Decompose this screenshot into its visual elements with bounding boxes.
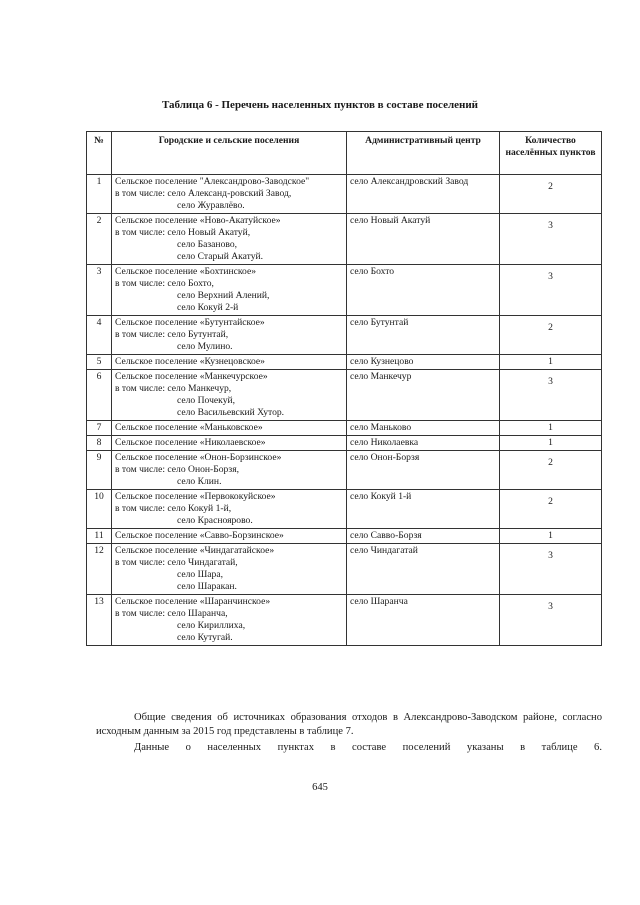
settlement-village: село Кириллиха, [177, 620, 246, 631]
admin-center-cell: село Кокуй 1-й [347, 490, 500, 529]
settlement-cell [112, 529, 347, 544]
count-cell: 2 [500, 490, 602, 529]
header-settlements: Городские и сельские поселения [112, 132, 347, 175]
table-row [87, 421, 602, 436]
count-cell: 2 [500, 451, 602, 490]
settlement-name: Сельское поселение "Александрово-Заводское" [115, 176, 310, 187]
table-row [87, 529, 602, 544]
settlement-village: в том числе: село Бутунтай, [115, 329, 229, 340]
admin-center-cell: село Манкечур [347, 370, 500, 421]
settlement-name: Сельское поселение «Кузнецовское» [115, 356, 265, 367]
settlement-village: село Шаракан. [177, 581, 237, 592]
admin-center-cell: село Онон-Борзя [347, 451, 500, 490]
settlement-name: Сельское поселение «Савво-Борзинское» [115, 530, 284, 541]
settlement-name: Сельское поселение «Николаевское» [115, 437, 266, 448]
admin-center-cell: село Бохто [347, 265, 500, 316]
settlement-village: село Кокуй 2-й [177, 302, 239, 313]
settlement-village: село Мулино. [177, 341, 233, 352]
count-cell: 3 [500, 595, 602, 646]
header-number: № [87, 132, 112, 175]
settlement-cell [112, 355, 347, 370]
settlement-cell [112, 544, 347, 595]
settlement-cell [112, 175, 347, 214]
settlement-village: село Базаново, [177, 239, 238, 250]
paragraph-sources: Общие сведения об источниках образования отходов в Александрово-Заводском районе, согласно исходным данным за 2015 год представлены в таблице 7. [96, 712, 602, 737]
settlement-village: в том числе: село Кокуй 1-й, [115, 503, 232, 514]
settlement-village: село Клин. [177, 476, 222, 487]
table-title: Таблица 6 - Перечень населенных пунктов в составе поселений [161, 99, 479, 111]
table-row [87, 370, 602, 421]
table-row [87, 355, 602, 370]
admin-center-cell: село Шаранча [347, 595, 500, 646]
admin-center-cell: село Бутунтай [347, 316, 500, 355]
settlement-village: село Журавлёво. [177, 200, 245, 211]
settlement-name: Сельское поселение «Шаранчинское» [115, 596, 271, 607]
admin-center-cell: село Новый Акатуй [347, 214, 500, 265]
row-number: 6 [87, 370, 112, 421]
settlement-name: Сельское поселение «Чиндагатайское» [115, 545, 275, 556]
table-row [87, 436, 602, 451]
count-cell: 3 [500, 370, 602, 421]
row-number: 12 [87, 544, 112, 595]
settlement-village: в том числе: село Онон-Борзя, [115, 464, 240, 475]
paragraph-settlements: Данные о населенных пунктах в составе поселений указаны в таблице 6. [134, 742, 602, 753]
settlement-name: Сельское поселение «Бутунтайское» [115, 317, 265, 328]
settlement-village: село Почекуй, [177, 395, 236, 406]
settlement-village: село Красноярово. [177, 515, 253, 526]
settlement-cell [112, 595, 347, 646]
row-number: 5 [87, 355, 112, 370]
settlement-cell [112, 316, 347, 355]
settlement-name: Сельское поселение «Манкечурское» [115, 371, 268, 382]
count-cell: 2 [500, 175, 602, 214]
admin-center-cell: село Николаевка [347, 436, 500, 451]
admin-center-cell: село Кузнецово [347, 355, 500, 370]
row-number: 1 [87, 175, 112, 214]
count-cell: 1 [500, 529, 602, 544]
row-number: 13 [87, 595, 112, 646]
settlement-name: Сельское поселение «Ново-Акатуйское» [115, 215, 281, 226]
settlement-cell [112, 436, 347, 451]
table-row [87, 316, 602, 355]
header-count: Количество населённых пунктов [500, 132, 602, 175]
row-number: 11 [87, 529, 112, 544]
settlement-name: Сельское поселение «Маньковское» [115, 422, 263, 433]
settlement-village: в том числе: село Новый Акатуй, [115, 227, 251, 238]
settlement-village: в том числе: село Бохто, [115, 278, 214, 289]
header-admin-center: Административный центр [347, 132, 500, 175]
settlement-name: Сельское поселение «Онон-Борзинское» [115, 452, 282, 463]
settlement-village: в том числе: село Чиндагатай, [115, 557, 238, 568]
row-number: 4 [87, 316, 112, 355]
table-row [87, 451, 602, 490]
count-cell: 3 [500, 214, 602, 265]
settlement-cell [112, 421, 347, 436]
table-row [87, 595, 602, 646]
admin-center-cell: село Чиндагатай [347, 544, 500, 595]
settlement-cell [112, 451, 347, 490]
count-cell: 2 [500, 316, 602, 355]
table-header-row [87, 132, 602, 175]
settlement-village: в том числе: село Манкечур, [115, 383, 232, 394]
settlement-village: село Шара, [177, 569, 224, 580]
settlement-cell [112, 214, 347, 265]
row-number: 3 [87, 265, 112, 316]
settlement-cell [112, 370, 347, 421]
count-cell: 1 [500, 421, 602, 436]
row-number: 10 [87, 490, 112, 529]
admin-center-cell: село Маньково [347, 421, 500, 436]
table-row [87, 490, 602, 529]
page-number: 645 [312, 782, 328, 793]
settlement-village: село Верхний Алений, [177, 290, 270, 301]
settlement-village: село Кутугай. [177, 632, 233, 643]
settlements-table [86, 131, 602, 646]
table-row [87, 214, 602, 265]
settlement-village: село Старый Акатуй. [177, 251, 264, 262]
settlement-name: Сельское поселение «Первококуйское» [115, 491, 276, 502]
count-cell: 1 [500, 355, 602, 370]
settlement-cell [112, 265, 347, 316]
table-row [87, 544, 602, 595]
table-row [87, 175, 602, 214]
admin-center-cell: село Савво-Борзя [347, 529, 500, 544]
count-cell: 3 [500, 544, 602, 595]
settlement-village: в том числе: село Александ-ровский Завод, [115, 188, 292, 199]
row-number: 8 [87, 436, 112, 451]
settlement-village: село Васильевский Хутор. [177, 407, 285, 418]
count-cell: 1 [500, 436, 602, 451]
row-number: 2 [87, 214, 112, 265]
count-cell: 3 [500, 265, 602, 316]
settlement-cell [112, 490, 347, 529]
row-number: 9 [87, 451, 112, 490]
row-number: 7 [87, 421, 112, 436]
settlement-name: Сельское поселение «Бохтинское» [115, 266, 256, 277]
settlement-village: в том числе: село Шаранча, [115, 608, 228, 619]
admin-center-cell: село Александровский Завод [347, 175, 500, 214]
table-row [87, 265, 602, 316]
